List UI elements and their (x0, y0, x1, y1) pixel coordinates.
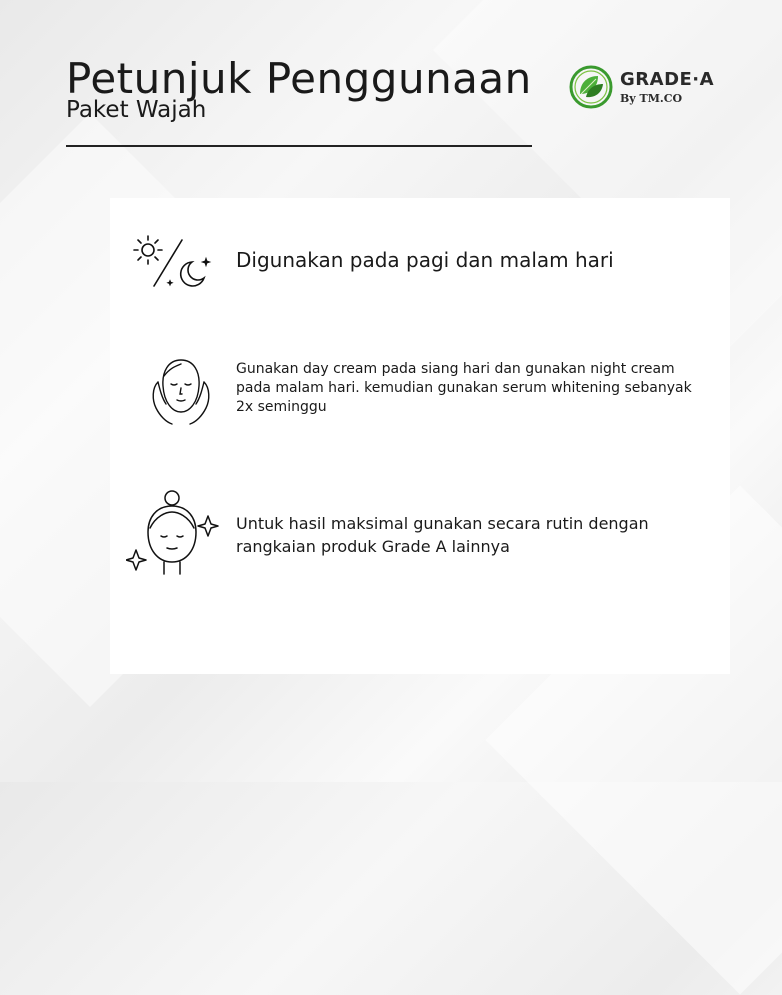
title-divider (66, 145, 532, 147)
brand-logo (568, 64, 714, 110)
brand-tagline: By TM.CO (620, 91, 683, 105)
page-subtitle: Paket Wajah (66, 97, 207, 123)
face-hands-icon (148, 354, 214, 428)
sun-moon-icon (130, 232, 214, 292)
leaf-logo-icon (568, 64, 614, 110)
woman-sparkle-icon (126, 488, 220, 584)
instruction-text: Digunakan pada pagi dan malam hari (236, 248, 614, 272)
brand-name: GRADE·A (620, 68, 715, 90)
instructions-card (110, 198, 730, 674)
instruction-text: Untuk hasil maksimal gunakan secara rutin dengan rangkaian produk Grade A lainnya (236, 514, 649, 556)
instruction-text: Gunakan day cream pada siang hari dan gunakan night cream pada malam hari. kemudian gunakan serum whitening sebanyak 2x seminggu (236, 361, 692, 415)
page-title: Petunjuk Penggunaan (66, 54, 532, 103)
